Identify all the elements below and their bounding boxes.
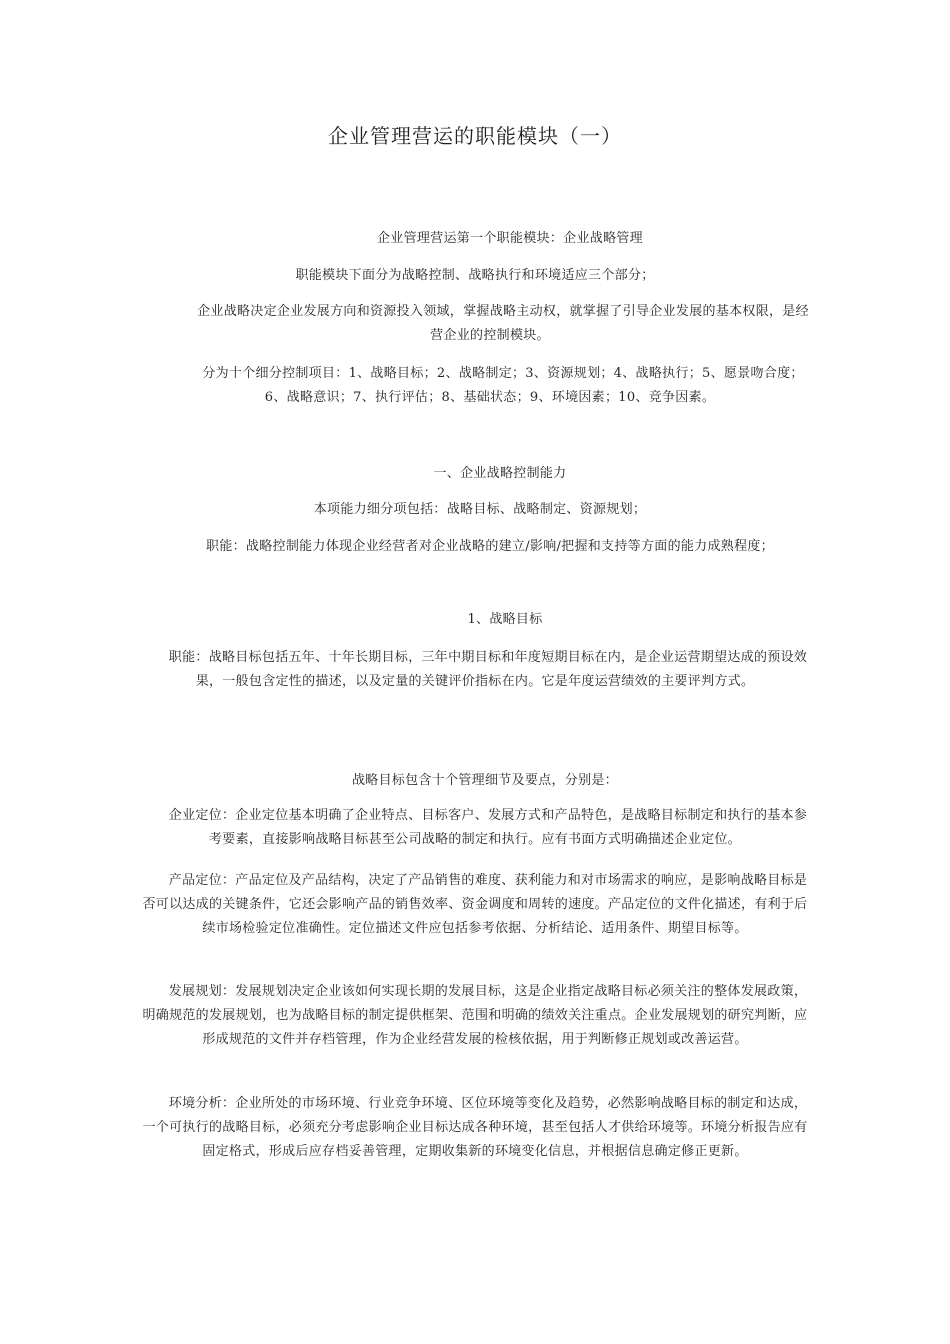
section-function: 职能：战略控制能力体现企业经营者对企业战略的建立/影响/把握和支持等方面的能力成熟程度； [206, 539, 774, 554]
module-description: 企业战略决定企业发展方向和资源投入领域，掌握战略主动权，就掌握了引导企业发展的基本权限，是经营企业的控制模块。 [197, 304, 809, 343]
detail-environment-analysis: 环境分析：企业所处的市场环境、行业竞争环境、区位环境等变化及趋势，必然影响战略目标的制定和达成，一个可执行的战略目标，必须充分考虑影响企业目标达成各种环境，甚至包括人才供给环境等。环境分析报告应有固定格式，形成后应存档妥善管理，定期收集新的环境变化信息，并根据信息确定修正更新。 [142, 1096, 808, 1159]
details-intro: 战略目标包含十个管理细节及要点，分别是： [351, 773, 618, 788]
detail-product-positioning: 产品定位：产品定位及产品结构，决定了产品销售的难度、获利能力和对市场需求的响应，是影响战略目标是否可以达成的关键条件，它还会影响产品的销售效率、资金调度和周转的速度。产品定位的文件化描述，有利于后续市场检验定位准确性。定位描述文件应包括参考依据、分析结论、适用条件、期望目标等。 [142, 873, 808, 936]
detail-enterprise-positioning: 企业定位：企业定位基本明确了企业特点、目标客户、发展方式和产品特色，是战略目标制定和执行的基本参考要素，直接影响战略目标甚至公司战略的制定和执行。应有书面方式明确描述企业定位。 [168, 808, 808, 847]
item-heading-strategic-goals: 1、战略目标 [467, 612, 543, 627]
section-heading-strategy-control: 一、企业战略控制能力 [433, 466, 567, 481]
item-function: 职能：战略目标包括五年、十年长期目标，三年中期目标和年度短期目标在内，是企业运营期望达成的预设效果，一般包含定性的描述，以及定量的关键评价指标在内。它是年度运营绩效的主要评判方式。 [168, 650, 808, 689]
document-title: 企业管理营运的职能模块（一） [328, 124, 622, 148]
module-parts: 职能模块下面分为战略控制、战略执行和环境适应三个部分； [295, 268, 655, 283]
module-heading: 企业管理营运第一个职能模块：企业战略管理 [376, 231, 643, 246]
detail-development-planning: 发展规划：发展规划决定企业该如何实现长期的发展目标，这是企业指定战略目标必须关注的整体发展政策，明确规范的发展规划，也为战略目标的制定提供框架、范围和明确的绩效关注重点。企业发展规划的研究判断，应形成规范的文件并存档管理，作为企业经营发展的检核依据，用于判断修正规划或改善运营。 [142, 984, 808, 1047]
control-items: 分为十个细分控制项目：1、战略目标；2、战略制定；3、资源规划；4、战略执行；5、愿景吻合度；6、战略意识；7、执行评估；8、基础状态；9、环境因素；10、竞争因素。 [202, 366, 804, 405]
section-sub-items: 本项能力细分项包括：战略目标、战略制定、资源规划； [313, 502, 647, 517]
